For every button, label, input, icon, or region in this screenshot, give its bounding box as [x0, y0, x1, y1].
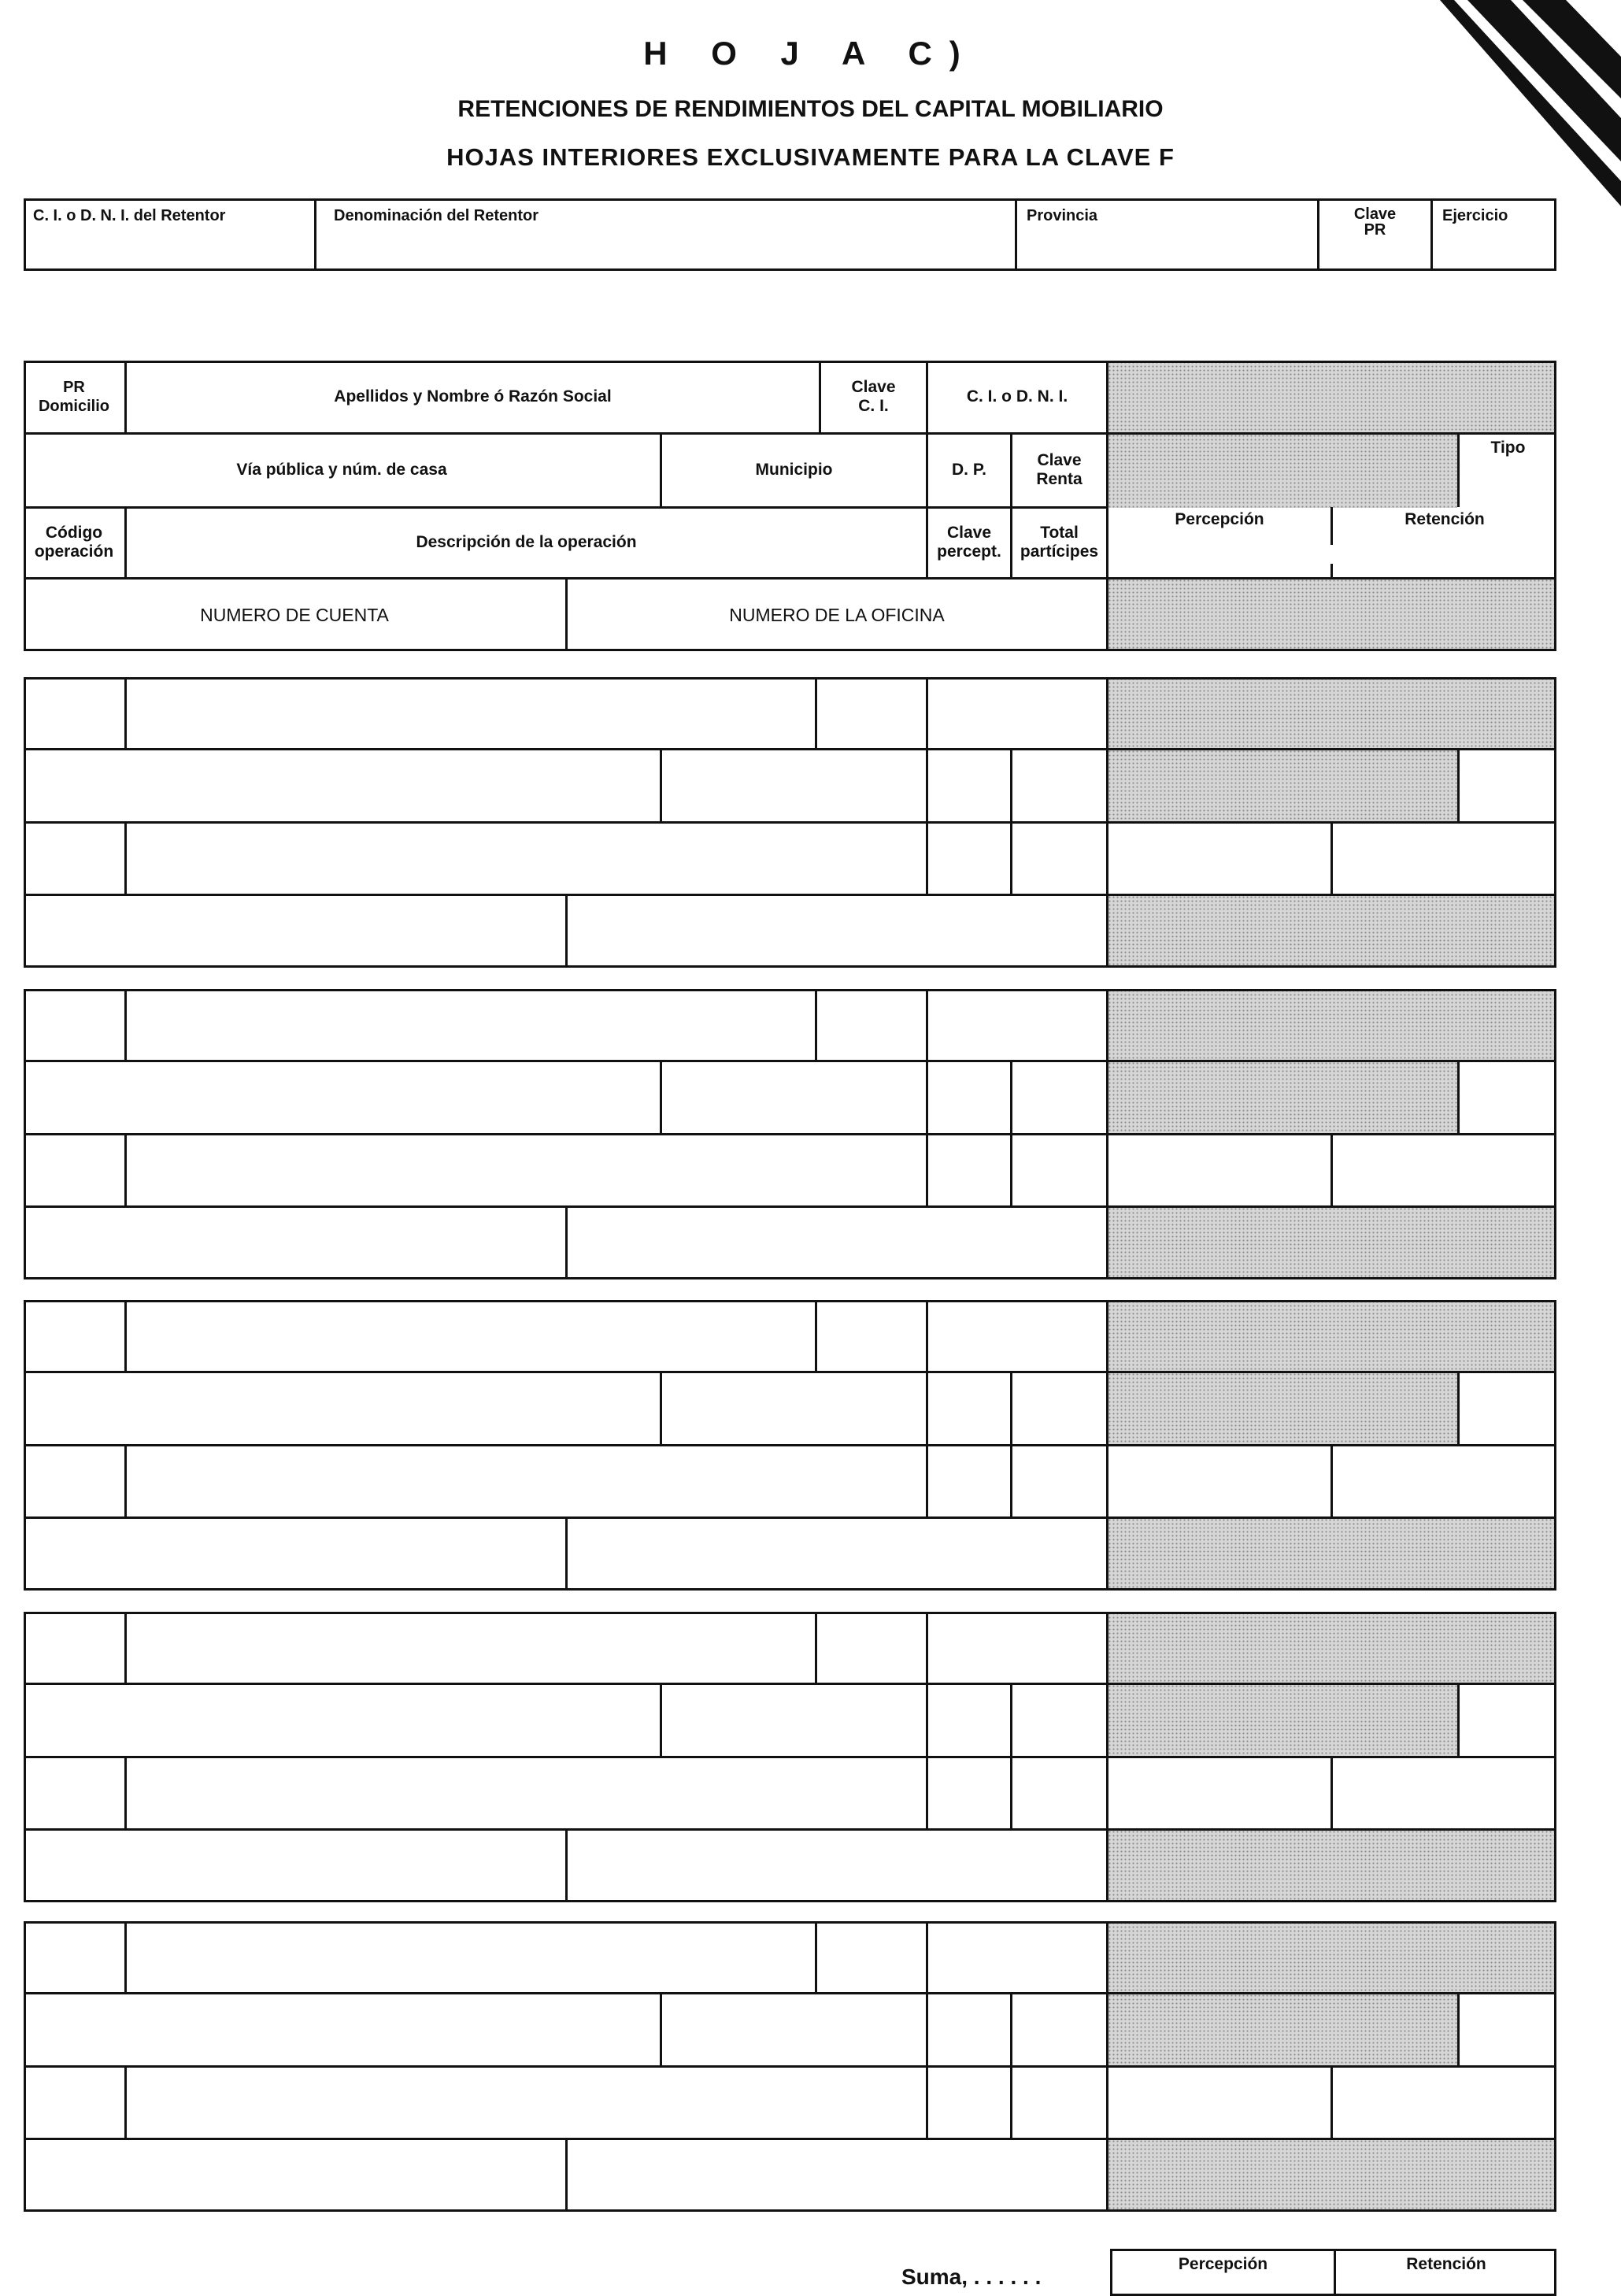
form-subtitle: RETENCIONES DE RENDIMIENTOS DEL CAPITAL MOBILIARIO	[457, 96, 1164, 122]
clave-renta-label: Clave Renta	[1036, 451, 1083, 488]
clave-ci-label: Clave C. I.	[851, 378, 896, 415]
codigo-operacion-label: Código operación	[34, 524, 114, 561]
tipo-label: Tipo	[1490, 439, 1526, 457]
retainer-name-label: Denominación del Retentor	[334, 207, 539, 224]
descripcion-label: Descripción de la operación	[416, 533, 637, 551]
totals-retencion-label: Retención	[1406, 2255, 1486, 2273]
numero-oficina-label: NUMERO DE LA OFICINA	[729, 605, 945, 625]
clave-percept-label: Clave percept.	[937, 524, 1001, 561]
form-title: H O J A C)	[643, 35, 978, 72]
retainer-province-label: Provincia	[1027, 207, 1098, 224]
totals-percepcion-label: Percepción	[1178, 2255, 1268, 2273]
suma-label: Suma, . . . . . .	[901, 2265, 1042, 2289]
pr-domicilio-label: PR Domicilio	[38, 379, 109, 415]
numero-cuenta-label: NUMERO DE CUENTA	[200, 605, 389, 625]
retainer-cif-label: C. I. o D. N. I. del Retentor	[33, 207, 226, 224]
apellidos-label: Apellidos y Nombre ó Razón Social	[334, 387, 612, 406]
total-participes-label: Total partícipes	[1020, 524, 1099, 561]
percepcion-label: Percepción	[1175, 510, 1264, 528]
municipio-label: Municipio	[755, 461, 833, 479]
retainer-clave-pr-label: Clave PR	[1353, 206, 1397, 239]
retencion-label: Retención	[1404, 510, 1485, 528]
dp-label: D. P.	[952, 461, 986, 479]
via-publica-label: Vía pública y núm. de casa	[236, 461, 447, 479]
form-scope: HOJAS INTERIORES EXCLUSIVAMENTE PARA LA CLAVE F	[446, 143, 1175, 171]
retainer-exercise-label: Ejercicio	[1442, 207, 1508, 224]
ci-dni-label: C. I. o D. N. I.	[966, 387, 1068, 406]
